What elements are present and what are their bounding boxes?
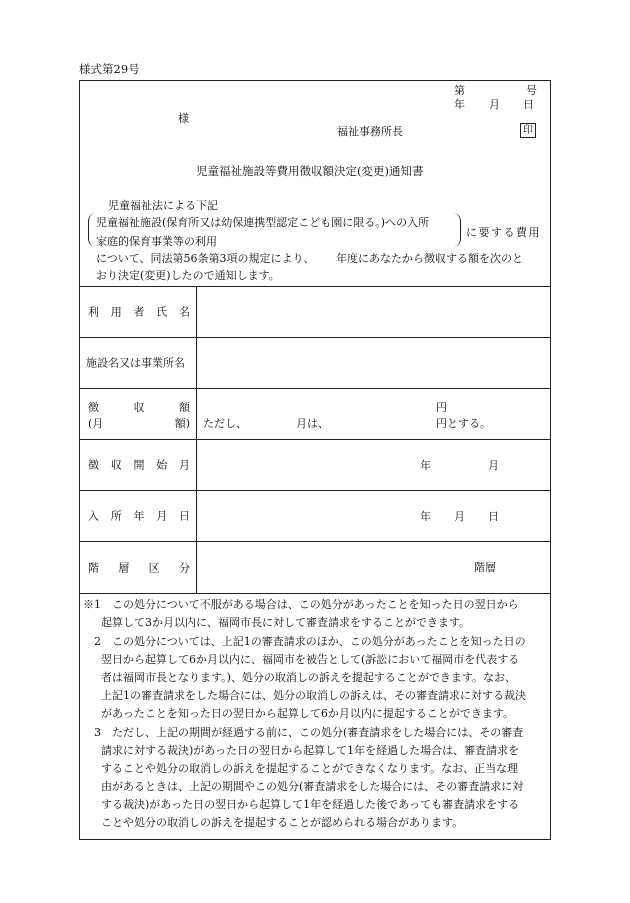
amount-yen: 円	[436, 401, 447, 414]
label-amount: 徴 収 額	[88, 401, 190, 414]
table-row-start-month	[80, 440, 550, 491]
admission-day-unit: 日	[488, 510, 499, 523]
tier-unit: 階層	[474, 561, 496, 574]
note-line: 翌日から起算して6か月以内に、福岡市を被告として(訴訟において福岡市を代表する	[101, 653, 520, 666]
body-after-brace: に要する費用	[466, 226, 541, 239]
note-line: ※1 この処分について不服がある場合は、この処分があったことを知った日の翌日から	[83, 598, 519, 611]
amount-note-suffix: 円とする。	[436, 417, 491, 430]
date-month: 月	[489, 98, 500, 111]
label-tier: 階 層 区 分	[88, 561, 190, 574]
label-amount-monthly: (月 額)	[88, 417, 190, 430]
issuer-title: 福祉事務所長	[337, 125, 403, 138]
amount-note-prefix: ただし、	[203, 417, 247, 430]
left-brace	[88, 213, 95, 247]
label-user-name: 利 用 者 氏 名	[88, 305, 190, 319]
details-table	[79, 287, 551, 594]
note-line: する裁決)があった日の翌日から起算して1年を経過した後であっても審査請求をする	[101, 798, 520, 811]
note-line: 3 ただし、上記の期間が経過する前に、この処分(審査請求をした場合には、その審査	[94, 726, 524, 739]
note-line: することや処分の取消しの訴えを提起することができなくなります。なお、正当な理	[101, 762, 519, 775]
document-title: 児童福祉施設等費用徴収額決定(変更)通知書	[196, 164, 424, 178]
date-day: 日	[523, 98, 534, 111]
table-row-user-name	[80, 287, 550, 338]
start-month-unit: 月	[488, 459, 499, 472]
admission-month-unit: 月	[454, 510, 465, 523]
start-year-unit: 年	[420, 459, 431, 472]
document-number-prefix: 第	[454, 84, 465, 97]
note-line: 請求に対する裁決)があった日の翌日から起算して1年を経過した場合は、審査請求を	[101, 744, 520, 757]
admission-year-unit: 年	[420, 510, 431, 523]
label-start-month: 徴 収 開 始 月	[88, 458, 190, 472]
amount-note-month: 月は、	[296, 417, 329, 430]
right-brace	[454, 213, 461, 247]
note-line: 起算して3か月以内に、福岡市長に対して審査請求をすることができます。	[101, 616, 471, 629]
note-line: ことや処分の取消しの訴えを提起することが認められる場合があります。	[101, 816, 464, 829]
document-number-suffix: 号	[526, 84, 537, 97]
note-line: があったことを知った日の翌日から起算して6か月以内に提起することができます。	[101, 707, 515, 720]
body-line-4b: 年度にあなたから徴収する額を次のと	[336, 252, 523, 265]
label-facility: 施設名又は事業所名	[86, 356, 185, 370]
note-line: 由があるときは、上記の期間やこの処分(審査請求をした場合には、その審査請求に対	[101, 780, 524, 793]
date-year: 年	[454, 98, 465, 111]
table-row-facility	[80, 338, 550, 389]
body-line-4a: について、同法第56条第3項の規定により、	[96, 252, 315, 265]
table-row-amount	[80, 389, 550, 440]
table-row-tier	[80, 542, 550, 593]
label-admission-date: 入 所 年 月 日	[88, 509, 190, 523]
table-row-admission-date	[80, 491, 550, 542]
note-line: 2 この処分については、上記1の審査請求のほか、この処分があったことを知った日の	[94, 635, 526, 648]
note-line: 者は福岡市長となります。)、処分の取消しの訴えを提起することができます。なお、	[101, 671, 517, 684]
form-number: 様式第29号	[79, 62, 140, 76]
seal-mark: 印	[520, 123, 536, 138]
body-line-5: おり決定(変更)したので通知します。	[96, 269, 280, 282]
body-line-1: 児童福祉法による下記	[108, 199, 218, 212]
note-line: 上記1の審査請求をした場合には、処分の取消しの訴えは、その審査請求に対する裁決	[101, 689, 526, 702]
body-option-2: 家庭的保育事業等の利用	[96, 235, 217, 248]
recipient-honorific: 様	[178, 112, 189, 125]
body-option-1: 児童福祉施設(保育所又は幼保連携型認定こども園に限る。)への入所	[96, 216, 430, 229]
